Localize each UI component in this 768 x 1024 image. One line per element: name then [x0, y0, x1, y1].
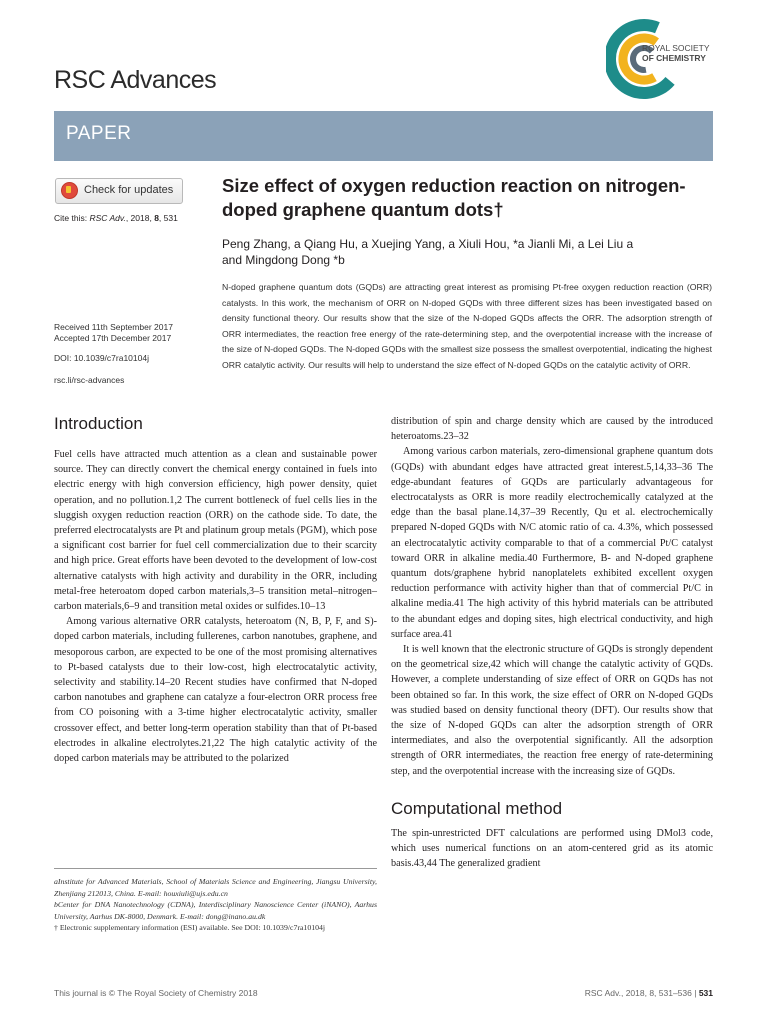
journal-title: RSC Advances	[54, 66, 217, 94]
intro-paragraph-3: distribution of spin and charge density which are caused by the introduced heteroatoms.23–32	[391, 416, 713, 443]
page-footer-right: RSC Adv., 2018, 8, 531–536 | 531	[584, 988, 713, 998]
logo-text	[642, 43, 710, 63]
logo-line2: OF CHEMISTRY	[642, 53, 706, 63]
check-for-updates-label: Check for updates	[84, 184, 174, 196]
page-number: 531	[698, 988, 713, 998]
authors-line2: and Mingdong Dong *b	[222, 253, 345, 267]
copyright-footer: This journal is © The Royal Society of Chemistry 2018	[54, 988, 258, 998]
citation	[54, 213, 178, 223]
intro-column-right	[391, 414, 713, 872]
footer-citation: RSC Adv., 2018, 8, 531–536	[584, 988, 692, 998]
method-heading: Computational method	[391, 798, 563, 818]
footnote-divider	[54, 868, 377, 869]
cite-page: , 531	[158, 213, 178, 223]
intro-paragraph-4: Among various carbon materials, zero-dimensional graphene quantum dots (GQDs) with abundant edges have attracted great interest.5,14,33–36 The edge-abundant features of GQDs are particularly advantageous for electrocatalysts as ORR is more readily electrochemically catalyzed at the edge than the basal plane.14,37–39 Recently, Qu et al. electrochemically prepared N-doped GQDs with N/C atomic ratio of ca. 4.3%, which possessed an electrocatalytic activity comparable to that of a commercial Pt/C catalyst toward ORR in alkaline media.40 Furthermore, B- and N-doped graphene quantum dots/graphene hybrid nanoplatelets exhibited excellent oxygen reduction performance with activity higher than that of commercial Pt/C in alkaline media.41 The high activity of this hybrid materials can be attributed to the abundant edges and doping sites, high electrical conductivity, and high surface area.41	[391, 446, 713, 640]
abstract: N-doped graphene quantum dots (GQDs) are attracting great interest as promising Pt-free oxygen reduction reaction (ORR) catalysts. In this work, the mechanism of ORR on N-doped GQDs with three different sizes has been investigated based on density functional theory. Our results show that the size of the N-doped GQDs affects the ORR. The adsorption strength of ORR intermediates, the reaction free energy of the rate-determining step, and the overpotential increase with the increase of the size of N-doped GQDs. The N-doped GQDs with the smallest size possess the smallest overpotential, indicating the highest ORR catalytic activity. Our results will help to understand the size effect of N-doped GQDs on the catalytic activity of ORR.	[222, 282, 712, 370]
method-paragraph-1: The spin-unrestricted DFT calculations are performed using DMol3 code, which uses numerical functions on an atom-centered grid as its atomic basis.43,44 The generalized gradient	[391, 828, 713, 870]
footnote-esi: † Electronic supplementary information (ESI) available. See DOI: 10.1039/c7ra10104j	[54, 923, 326, 932]
footnotes	[54, 876, 377, 934]
section-banner	[54, 111, 713, 161]
author-list	[222, 236, 712, 268]
logo-line1: ROYAL SOCIETY	[642, 43, 710, 53]
authors-line1: Peng Zhang, a Qiang Hu, a Xuejing Yang, a Xiuli Hou, *a Jianli Mi, a Lei Liu a	[222, 237, 634, 251]
accepted-date: Accepted 17th December 2017	[54, 333, 172, 343]
journal-link[interactable]: rsc.li/rsc-advances	[54, 375, 125, 385]
intro-paragraph-1: Fuel cells have attracted much attention as a clean and sustainable power source. They can directly convert the chemical energy contained in fuels into electric energy with high conversion efficiency, high power density, quiet operation, and no pollution.1,2 The current bottleneck of fuel cells lies in the sluggish oxygen reduction reaction (ORR) on the cathode side. To date, the preferred electrocatalysts are Pt and platinum group metals (PGM), which pose a significant cost barrier for fuel cell commercialization due to their scarcity and high price. Great efforts have been devoted to the development of low-cost alternative catalysts with high activity and durability in the ORR, including metal-free heteroatom doped carbon materials,3–5 transition metal–nitrogen–carbon materials,6–9 and transition metal oxides or sulfides.10–13	[54, 449, 377, 613]
cite-journal: RSC Adv.	[89, 213, 126, 223]
footnote-b: bCenter for DNA Nanotechnology (CDNA), Interdisciplinary Nanoscience Center (iNANO), Aarhus University, Aarhus DK-8000, Denmark. E-mail: dong@inano.au.dk	[54, 900, 377, 921]
introduction-heading: Introduction	[54, 414, 143, 433]
received-date: Received 11th September 2017	[54, 322, 173, 332]
intro-paragraph-5: It is well known that the electronic structure of GQDs is strongly dependent on the geometrical size,42 which will change the catalytic activity of GQDs. However, a complete understanding of size effect of ORR on GQDs has not been obtained so far. In this work, the size effect of ORR on N-doped GQDs was studied based on density functional theory (DFT). Our results show that the size of N-doped GQDs can alter the adsorption strength of ORR intermediates, and also the overpotential significantly. All the adsorption strength of ORR intermediates, the reaction free energy of rate-determining step, and the overpotential increase with the increasing size of GQDs.	[391, 644, 713, 777]
article-title: Size effect of oxygen reduction reaction on nitrogen-doped graphene quantum dots†	[222, 175, 686, 220]
cite-volume: 8	[154, 213, 159, 223]
footnote-a: aInstitute for Advanced Materials, School of Materials Science and Engineering, Jiangsu University, Zhenjiang 212013, China. E-mail: houxiuli@ujs.edu.cn	[54, 877, 377, 898]
check-for-updates-button[interactable]	[55, 178, 183, 204]
cite-year: , 2018,	[125, 213, 155, 223]
doi: DOI: 10.1039/c7ra10104j	[54, 353, 149, 363]
cite-label: Cite this:	[54, 213, 88, 223]
intro-column-left	[54, 447, 377, 766]
bookmark-icon	[61, 182, 78, 199]
section-label: PAPER	[66, 123, 132, 144]
intro-paragraph-2: Among various alternative ORR catalysts, heteroatom (N, B, P, F, and S)-doped carbon materials, including fullerenes, carbon nanotubes, graphene, and mesoporous carbon, are expected to be one of the most promising alternatives to Pt-based catalysts due to their low-cost, high electrocatalytic activity, selectivity and stability.14–20 Recent studies have confirmed that N-doped carbon nanotubes and graphene can catalyze a four-electron ORR process free from CO poisoning with a 3-time higher electrocatalytic activity, smaller crossover effect, and better long-term operation stability than that of Pt-based electrodes in alkaline electrolytes.21,22 The high catalytic activity of the doped carbon materials may be attributed to the polarized	[54, 616, 377, 765]
